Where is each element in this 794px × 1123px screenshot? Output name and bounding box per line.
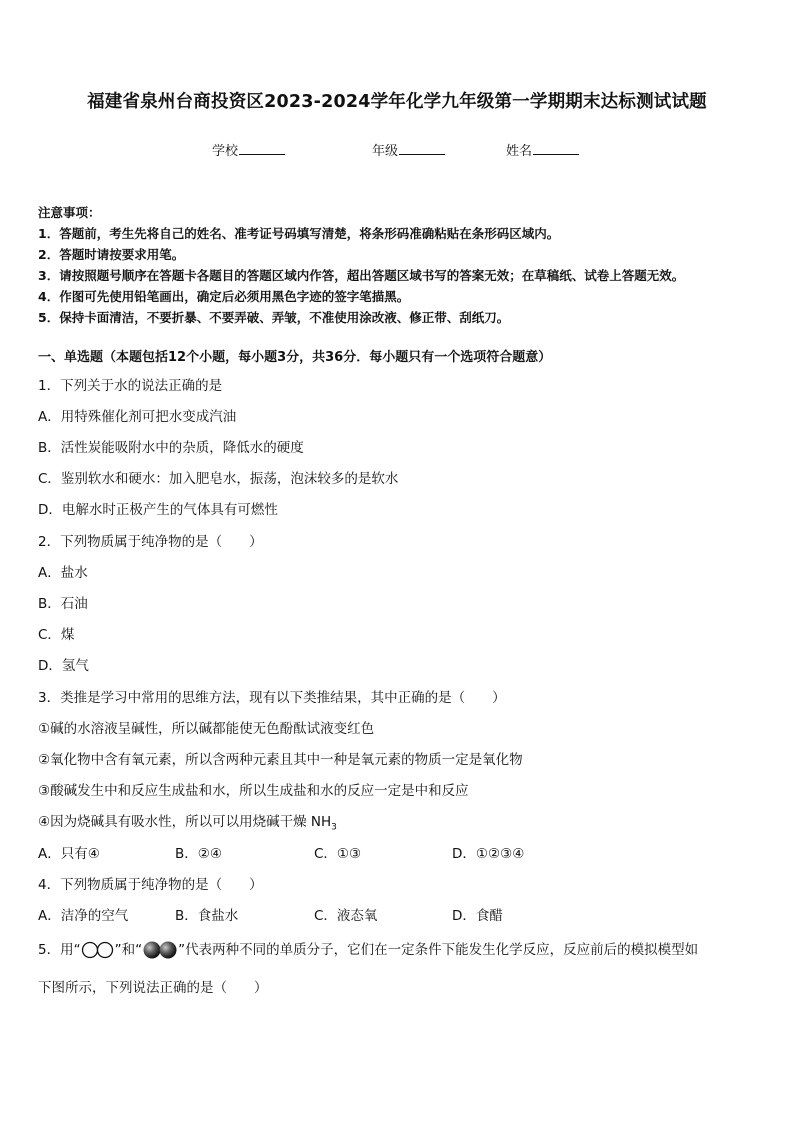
note-item: 1．答题前，考生先将自己的姓名、准考证号码填写清楚，将条形码准确粘贴在条形码区域内。 — [38, 226, 560, 241]
q1-stem: 1．下列关于水的说法正确的是 — [38, 378, 223, 394]
q5-stem-mid: ”和“ — [114, 942, 143, 958]
name-label: 姓名 — [506, 144, 533, 159]
q3-statement-4 — [38, 810, 337, 833]
q4-stem: 4．下列物质属于纯净物的是（ ） — [38, 877, 263, 893]
q1-option-b: B．活性炭能吸附水中的杂质，降低水的硬度 — [38, 440, 304, 456]
grade-field — [372, 140, 445, 159]
q3-option-d: D．①②③④ — [452, 846, 525, 862]
q1-option-a: A．用特殊催化剂可把水变成汽油 — [38, 409, 237, 425]
grade-label: 年级 — [372, 144, 399, 159]
q4-option-b: B．食盐水 — [175, 908, 239, 924]
q3-option-b: B．②④ — [175, 846, 222, 862]
q5-stem-line2: 下图所示，下列说法正确的是（ ） — [38, 980, 268, 996]
q5-stem-pre: 5．用“ — [38, 942, 81, 958]
q3-statement-4-text: ④因为烧碱具有吸水性，所以可以用烧碱干燥 NH — [38, 814, 332, 830]
q2-option-b: B．石油 — [38, 596, 88, 612]
q5-stem-post: ”代表两种不同的单质分子，它们在一定条件下能发生化学反应，反应前后的模拟模型如 — [178, 942, 699, 958]
notes-section — [38, 202, 684, 328]
school-label: 学校 — [212, 144, 239, 159]
note-item: 3．请按照题号顺序在答题卡各题目的答题区域内作答，超出答题区域书写的答案无效；在草稿纸、试卷上答题无效。 — [38, 268, 685, 283]
note-item: 2．答题时请按要求用笔。 — [38, 247, 185, 262]
note-item: 5．保持卡面清洁，不要折暴、不要弄破、弄皱，不准使用涂改液、修正带、刮纸刀。 — [38, 310, 510, 325]
q3-stem: 3．类推是学习中常用的思维方法，现有以下类推结果，其中正确的是（ ） — [38, 690, 506, 706]
q2-option-c: C．煤 — [38, 627, 75, 643]
note-item: 4．作图可先使用铅笔画出，确定后必须用黑色字迹的签字笔描黑。 — [38, 289, 410, 304]
q4-option-a: A．洁净的空气 — [38, 908, 129, 924]
q3-option-c: C．①③ — [314, 846, 362, 862]
q4-option-c: C．液态氧 — [314, 908, 378, 924]
exam-title: 福建省泉州台商投资区2023-2024学年化学九年级第一学期期末达标测试试题 — [87, 92, 707, 112]
q1-option-d: D．电解水时正极产生的气体具有可燃性 — [38, 502, 278, 518]
white-molecule-icon — [81, 941, 115, 959]
q3-statement-1: ①碱的水溶液呈碱性，所以碱都能使无色酚酞试液变红色 — [38, 721, 375, 737]
q3-option-a: A．只有④ — [38, 846, 100, 862]
school-field — [212, 140, 285, 159]
name-blank — [533, 142, 579, 155]
q3-statement-3: ③酸碱发生中和反应生成盐和水，所以生成盐和水的反应一定是中和反应 — [38, 783, 469, 799]
q3-statement-2: ②氧化物中含有氧元素，所以含两种元素且其中一种是氧元素的物质一定是氧化物 — [38, 752, 523, 768]
black-molecule-icon — [142, 940, 178, 960]
grade-blank — [399, 142, 445, 155]
section-heading: 一、单选题（本题包括12个小题，每小题3分，共36分．每小题只有一个选项符合题意） — [38, 350, 552, 365]
q4-option-d: D．食醋 — [452, 908, 503, 924]
notes-heading: 注意事项： — [38, 205, 101, 220]
q2-option-a: A．盐水 — [38, 565, 88, 581]
q5-stem — [38, 938, 698, 960]
q2-option-d: D．氢气 — [38, 658, 89, 674]
nh3-subscript: 3 — [331, 822, 337, 833]
school-blank — [239, 142, 285, 155]
q2-stem: 2．下列物质属于纯净物的是（ ） — [38, 534, 263, 550]
q1-option-c: C．鉴别软水和硬水：加入肥皂水，振荡，泡沫较多的是软水 — [38, 471, 399, 487]
name-field — [506, 140, 579, 159]
